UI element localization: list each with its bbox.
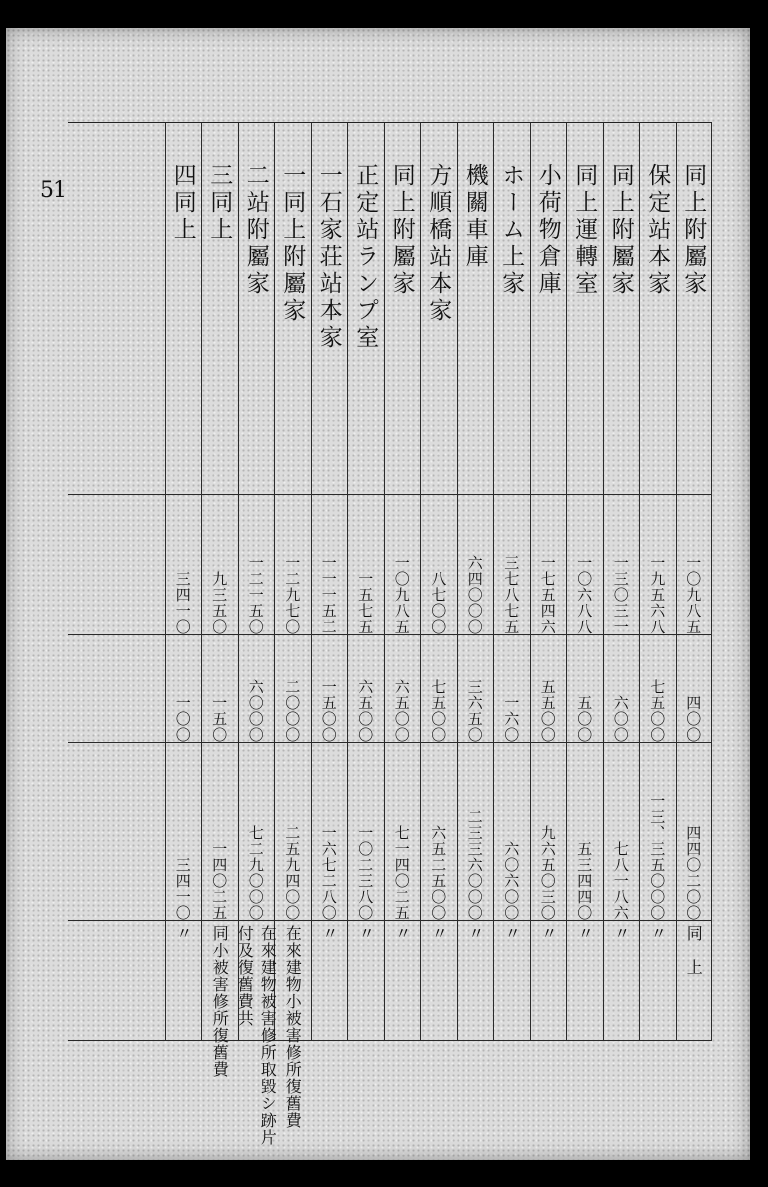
item-area: 一五七五 <box>356 571 375 635</box>
ledger-row <box>530 123 567 1041</box>
item-unit-price: 三六五〇 <box>465 679 484 743</box>
ledger-row <box>165 123 202 1041</box>
item-total: 二三三六〇〇〇 <box>465 809 484 921</box>
ledger-row <box>457 123 494 1041</box>
item-note: 〃 <box>429 925 449 942</box>
item-name: 三同上 <box>206 163 233 244</box>
item-note: 〃 <box>465 925 485 942</box>
item-unit-price: 六〇〇〇 <box>246 679 265 743</box>
ledger-row <box>493 123 530 1041</box>
item-note: 在來建物被害修所取毀シ跡片付及復舊費共 <box>235 925 278 1146</box>
item-area: 一〇六八八 <box>575 555 594 635</box>
item-name: 二站附屬家 <box>242 163 269 298</box>
item-name: 保定站本家 <box>644 163 671 298</box>
item-note: 〃 <box>575 925 595 942</box>
ledger-row <box>676 123 713 1041</box>
item-area: 九三五〇 <box>210 571 229 635</box>
item-name: 小荷物倉庫 <box>534 163 561 298</box>
item-total: 九六五〇三〇 <box>538 825 557 921</box>
item-note: 〃 <box>392 925 412 942</box>
item-unit-price: 七五〇〇 <box>429 679 448 743</box>
item-area: 三七八七五 <box>502 555 521 635</box>
item-total: 七一四〇二五 <box>392 825 411 921</box>
ledger-table <box>68 122 712 1146</box>
item-note: 〃 <box>538 925 558 942</box>
item-note: 〃 <box>648 925 668 942</box>
item-area: 六四〇〇〇 <box>465 555 484 635</box>
item-note: 在來建物小被害修所復舊費 <box>283 925 303 1129</box>
item-total: 一三、三五〇〇〇 <box>648 793 667 921</box>
item-name: 一石家荘站本家 <box>315 163 342 352</box>
ledger-row <box>235 123 278 1146</box>
item-total: 三四一〇 <box>173 857 192 921</box>
item-unit-price: 五五〇〇 <box>538 679 557 743</box>
ledger-row <box>347 123 384 1041</box>
item-note: 同 上 <box>684 925 704 976</box>
ledger-row <box>274 123 311 1129</box>
item-name: 四同上 <box>169 163 196 244</box>
item-total: 一六七二八〇 <box>319 825 338 921</box>
item-area: 一〇九八五 <box>684 555 703 635</box>
ledger-row <box>639 123 676 1041</box>
item-total: 一〇二三八〇 <box>356 825 375 921</box>
item-unit-price: 六〇〇 <box>611 695 630 743</box>
item-name: 同上附屬家 <box>607 163 634 298</box>
item-note: 〃 <box>173 925 193 942</box>
ledger-row <box>201 123 238 1078</box>
item-area: 一一一五二 <box>319 555 338 635</box>
item-area: 一〇九八五 <box>392 555 411 635</box>
item-note: 同小被害修所復舊費 <box>210 925 230 1078</box>
item-area: 三四一〇 <box>173 571 192 635</box>
item-name: 一同上附屬家 <box>279 163 306 325</box>
item-unit-price: 一〇〇 <box>173 695 192 743</box>
item-area: 八七〇〇 <box>429 571 448 635</box>
item-name: 方順橋站本家 <box>425 163 452 325</box>
item-total: 一四〇二五 <box>210 841 229 921</box>
item-area: 一三〇三一 <box>611 555 630 635</box>
item-total: 七八一八六 <box>611 841 630 921</box>
item-unit-price: 六五〇〇 <box>392 679 411 743</box>
ledger-row <box>311 123 348 1041</box>
item-name: 同上附屬家 <box>388 163 415 298</box>
item-unit-price: 五〇〇 <box>575 695 594 743</box>
item-note: 〃 <box>356 925 376 942</box>
item-total: 六〇六〇〇 <box>502 841 521 921</box>
item-unit-price: 四〇〇 <box>684 695 703 743</box>
item-unit-price: 六五〇〇 <box>356 679 375 743</box>
item-note: 〃 <box>611 925 631 942</box>
item-total: 五三四四〇 <box>575 841 594 921</box>
item-unit-price: 一五〇 <box>210 695 229 743</box>
item-area: 一七五四六 <box>538 555 557 635</box>
item-name: 正定站ランプ室 <box>352 163 379 352</box>
item-name: ホーム上家 <box>498 163 525 298</box>
item-note: 〃 <box>319 925 339 942</box>
ledger-row <box>420 123 457 1041</box>
item-unit-price: 二〇〇〇 <box>283 679 302 743</box>
ledger-row <box>566 123 603 1041</box>
item-area: 一二九七〇 <box>283 555 302 635</box>
item-total: 四四〇二〇〇 <box>684 825 703 921</box>
item-unit-price: 一五〇〇 <box>319 679 338 743</box>
ledger-row <box>384 123 421 1041</box>
page-number: 51 <box>40 178 66 203</box>
item-note: 〃 <box>502 925 522 942</box>
item-total: 七二九〇〇〇 <box>246 825 265 921</box>
item-unit-price: 一六〇 <box>502 695 521 743</box>
item-name: 同上附屬家 <box>680 163 707 298</box>
item-total: 六五二五〇〇 <box>429 825 448 921</box>
item-name: 機關車庫 <box>461 163 488 271</box>
item-area: 一九五六八 <box>648 555 667 635</box>
item-area: 一二一五〇 <box>246 555 265 635</box>
item-total: 二五九四〇〇 <box>283 825 302 921</box>
item-unit-price: 七五〇〇 <box>648 679 667 743</box>
item-name: 同上運轉室 <box>571 163 598 298</box>
ledger-row <box>603 123 640 1041</box>
